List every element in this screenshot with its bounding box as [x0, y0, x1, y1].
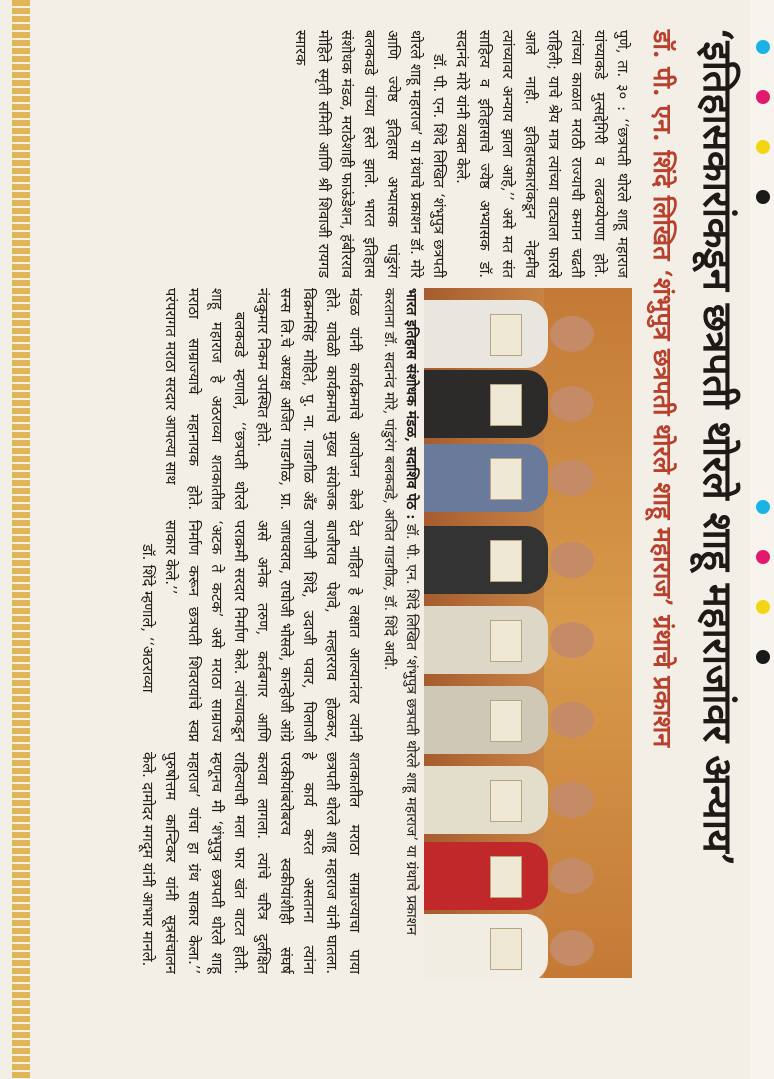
paragraph: डॉ. शिंदे म्हणाले, ‘‘अठराव्या	[139, 544, 156, 693]
person-figure	[424, 680, 602, 760]
paragraph: देत नाहित हे लक्षात आल्यानंतर त्यांनी बाजीराव पेशवे, मल्हारराव होळकर, राणोजी शिंदे, उदाजी पवार, पिलाजी जाधवराव, राघोजी भोसले, कान्होजी आंग्रे असे अनेक तरुण, कर्तबगार आणि पराक्रमी सरदार निर्माण केले. त्यांच्याकडून ‘अटक ते कटक’ असे मराठा साम्राज्य निर्माण करून छत्रपती शिवरायांचे स्वप्न साकार केले.’’	[162, 520, 363, 742]
article-column-4	[34, 752, 366, 974]
yellow-dot	[756, 140, 770, 154]
headline: ‘इतिहासकारांकडून छत्रपती थोरले शाहू महाराजांवर अन्याय’	[694, 28, 741, 866]
cyan-dot	[756, 40, 770, 54]
photo-caption	[374, 288, 422, 978]
paragraph: पुणे, ता. ३० : ‘‘छत्रपती थोरले शाहू महाराज यांच्याकडे मुत्सद्देगिरी व लढवय्येपणा होते. त्यांच्या काळात मराठी राज्याची कमान चढती राहिली; याचे श्रेय मात्र त्यांच्या वाट्याला फारसे आले नाही. इतिहासकारांकडून नेहमीच त्यांच्यावर अन्याय झाला आहे,’’ असे मत संत साहित्य व इतिहासाचे ज्येष्ठ अभ्यासक डॉ. सदानंद मोरे यांनी व्यक्त केले.	[453, 30, 631, 278]
person-figure	[424, 294, 602, 374]
paragraph: शतकातील मराठा साम्राज्याचा पाया छत्रपती थोरले शाहू महाराज यांनी घातला. हे कार्य करत असताना त्यांना परकीयांबरोबरच स्वकीयांशीही संघर्ष करावा लागला. त्यांचे चरित्र दुर्लक्षित राहिल्याची मला फार खंत वाटत होती. म्हणूनच मी ‘शंभुपुत्र छत्रपती थोरले शाहू महाराज’ यांचा हा ग्रंथ साकार केला.’’ पुरुषोत्तम कान्टिकर यांनी सूत्रसंचालन केले. दामोदर मगदूम यांनी आभार मानले.	[139, 752, 363, 974]
color-registration-strip	[750, 0, 774, 1079]
person-figure	[424, 438, 602, 518]
article-column-2	[34, 288, 366, 510]
person-figure	[424, 520, 602, 600]
person-figure	[424, 836, 602, 916]
caption-location: भारत इतिहास संशोधक मंडळ, सदाशिव पेठ :	[403, 288, 419, 520]
article-column-1	[34, 30, 634, 278]
paragraph: डॉ. पी. एन. शिंदे लिखित ‘शंभुपुत्र छत्रपती थोरले शाहू महाराज’ या ग्रंथाचे प्रकाशन डॉ. मोरे आणि ज्येष्ठ इतिहास अभ्यासक पांडुरंग बलकवडे यांच्या हस्ते झाले. भारत इतिहास संशोधक मंडळ, मराठेशाही फाऊंडेशन, हंबीरराव मोहिते स्मृती समिती आणि श्री शिवाजी रायगड स्मारक	[292, 30, 447, 278]
black-dot	[756, 190, 770, 204]
caption-text: डॉ. पी. एन. शिंदे लिखित ‘शंभुपुत्र छत्रपती थोरले शाहू महाराज’ या ग्रंथाचे प्रकाशन करताना डॉ. सदानंद मोरे, पांडुरंग बलकवडे, अजित गाडगीळ, डॉ. शिंदे आदी.	[381, 288, 419, 935]
article-column-3	[34, 520, 366, 742]
yellow-dot	[756, 600, 770, 614]
person-figure	[424, 364, 602, 444]
person-figure	[424, 908, 602, 978]
paragraph: बलकवडे म्हणाले, ‘‘छत्रपती थोरले शाहू महाराज हे अठराव्या शतकातील मराठा साम्राज्याचे महानायक होते. परंपरागत मराठा सरदार आपल्या साथ	[162, 288, 248, 510]
black-dot	[756, 650, 770, 664]
magenta-dot	[756, 550, 770, 564]
person-figure	[424, 760, 602, 840]
subheadline: डॉ. पी. एन. शिंदे लिखित ‘शंभुपुत्र छत्रपती थोरले शाहू महाराज’ ग्रंथाचे प्रकाशन	[648, 30, 677, 748]
person-figure	[424, 600, 602, 680]
event-photo	[424, 288, 632, 978]
cyan-dot	[756, 500, 770, 514]
paragraph: मंडळ यांनी कार्यक्रमाचे आयोजन केले होते. यावेळी कार्यक्रमाचे मुख्य संयोजक विक्रमसिंह मोहिते, पु. ना. गाडगीळ अँड सन्स लि.चे अध्यक्ष अजित गाडगीळ, प्रा. नंदकुमार निकम उपस्थित होते.	[254, 288, 363, 510]
magenta-dot	[756, 90, 770, 104]
decorative-border	[12, 0, 30, 1079]
